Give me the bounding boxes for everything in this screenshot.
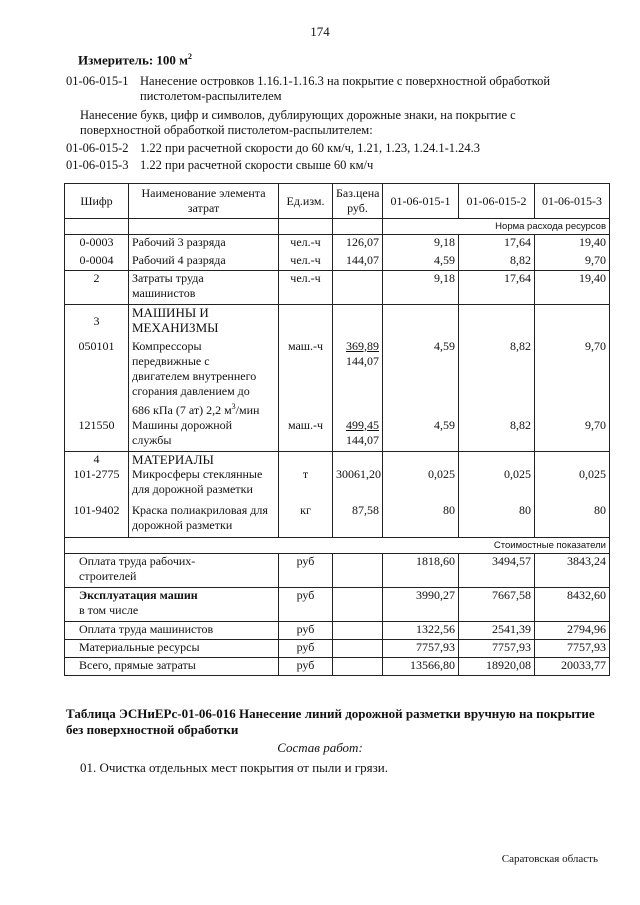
cell-name xyxy=(129,503,279,537)
cell-code: 050101 xyxy=(65,339,129,418)
cell-unit: т xyxy=(279,467,333,503)
intro-item-code: 01-06-015-3 xyxy=(66,158,129,172)
cell-price: 144,07 xyxy=(333,253,383,271)
measure-label: Измеритель: 100 м xyxy=(78,52,189,68)
table-row xyxy=(65,253,610,271)
cell-value-1: 9,18 xyxy=(383,235,459,253)
next-table-title-line: Таблица ЭСНиЕРс-01-06-016 Нанесение линий дорожной разметки вручную на покрытие xyxy=(66,706,595,721)
cell-price-driver: 144,07 xyxy=(346,353,379,368)
cell-name-line: Краска полиакриловая для xyxy=(132,503,268,517)
cell-value-1: 0,025 xyxy=(383,467,459,503)
cell-name xyxy=(129,467,279,503)
intro-item-text: 1.22 при расчетной скорости до 60 км/ч, 1.21, 1.23, 1.24.1-1.24.3 xyxy=(140,141,481,155)
cost-value-2: 2541,39 xyxy=(459,621,535,639)
cell-value-2: 0,025 xyxy=(459,467,535,503)
cell-name-line: службы xyxy=(132,432,172,447)
cell-unit: чел.-ч xyxy=(279,253,333,271)
section-code: 4 xyxy=(65,452,129,468)
region-footer: Саратовская область xyxy=(501,853,598,865)
cost-name-line: Оплата труда рабочих- xyxy=(79,553,196,568)
page-number: 174 xyxy=(310,24,330,39)
cell-name-exponent: 3 xyxy=(231,401,236,411)
cell-name-line: для дорожной разметки xyxy=(132,482,253,496)
table-row xyxy=(65,418,610,452)
cell-name: Рабочий 4 разряда xyxy=(129,253,279,271)
cost-value-3: 7757,93 xyxy=(535,639,610,657)
cell-name-line: двигателем внутреннего xyxy=(132,368,257,383)
cost-value-1: 1818,60 xyxy=(383,553,459,587)
cost-value-1: 13566,80 xyxy=(383,657,459,675)
cost-row xyxy=(65,587,610,621)
cost-row xyxy=(65,657,610,675)
cell-price-driver: 144,07 xyxy=(346,432,379,447)
cell-name xyxy=(129,339,279,418)
cell-unit: чел.-ч xyxy=(279,235,333,253)
next-table-title xyxy=(66,706,606,738)
cost-value-3: 8432,60 xyxy=(535,587,610,621)
cost-label-row xyxy=(65,537,610,553)
table-row xyxy=(65,503,610,537)
work-item: 01. Очистка отдельных мест покрытия от пыли и грязи. xyxy=(80,760,388,775)
intro-item-3 xyxy=(66,158,373,173)
section-code: 3 xyxy=(65,305,129,339)
cost-value-2: 18920,08 xyxy=(459,657,535,675)
cell-value-2: 80 xyxy=(459,503,535,537)
intro-item-1 xyxy=(66,74,550,89)
cell-code: 0-0004 xyxy=(65,253,129,271)
next-table-title-line: без поверхностной обработки xyxy=(66,722,239,737)
cell-value-1: 4,59 xyxy=(383,418,459,452)
cell-code: 101-9402 xyxy=(65,503,129,537)
cell-price: 87,58 xyxy=(333,503,383,537)
cell-price xyxy=(333,339,383,418)
cell-name-line: машинистов xyxy=(132,286,196,300)
cost-value-3: 2794,96 xyxy=(535,621,610,639)
section-title-line: МЕХАНИЗМЫ xyxy=(132,320,219,335)
cost-name: Материальные ресурсы xyxy=(65,639,279,657)
cell-code: 2 xyxy=(65,271,129,305)
cell-code: 101-2775 xyxy=(65,467,129,503)
intro-item-code: 01-06-015-1 xyxy=(66,74,129,88)
section-row-machines xyxy=(65,305,610,339)
cost-unit: руб xyxy=(279,553,333,587)
cell-name-last: 686 кПа (7 ат) 2,2 м xyxy=(132,402,232,417)
cell-value-1: 80 xyxy=(383,503,459,537)
resource-table xyxy=(64,183,610,676)
intro-item-code: 01-06-015-2 xyxy=(66,141,129,155)
table-row xyxy=(65,467,610,503)
intro-group-text-2: поверхностной обработкой пистолетом-распылителем: xyxy=(80,123,373,137)
cell-value-2: 8,82 xyxy=(459,253,535,271)
cell-price-machine: 369,89 xyxy=(346,338,379,353)
cell-value-2: 17,64 xyxy=(459,235,535,253)
cell-name-line: Микросферы стеклянные xyxy=(132,467,263,481)
cost-name: Всего, прямые затраты xyxy=(65,657,279,675)
cell-name-line: Компрессоры xyxy=(132,338,202,353)
measure-unit xyxy=(78,52,192,68)
table-header-row xyxy=(65,184,610,219)
table-row xyxy=(65,235,610,253)
cost-value-1: 1322,56 xyxy=(383,621,459,639)
cost-label: Стоимостные показатели xyxy=(383,537,610,553)
cell-name xyxy=(129,271,279,305)
cost-unit: руб xyxy=(279,657,333,675)
cell-name-tail: /мин xyxy=(235,402,260,417)
header-col-1: 01-06-015-1 xyxy=(383,184,459,219)
cell-name-line: Затраты труда xyxy=(132,271,204,285)
cell-name: Рабочий 3 разряда xyxy=(129,235,279,253)
cell-price: 126,07 xyxy=(333,235,383,253)
cost-unit: руб xyxy=(279,621,333,639)
cell-value-2: 8,82 xyxy=(459,339,535,418)
cell-unit: чел.-ч xyxy=(279,271,333,305)
cost-unit: руб xyxy=(279,639,333,657)
cost-unit: руб xyxy=(279,587,333,621)
composition-heading: Состав работ: xyxy=(277,740,363,755)
cost-value-1: 3990,27 xyxy=(383,587,459,621)
intro-group-text-1: Нанесение букв, цифр и символов, дублирующих дорожные знаки, на покрытие с xyxy=(80,108,516,122)
cell-value-3: 80 xyxy=(535,503,610,537)
table-row xyxy=(65,339,610,418)
cell-unit: кг xyxy=(279,503,333,537)
header-price: Баз.цена руб. xyxy=(333,184,383,219)
cell-value-1: 4,59 xyxy=(383,339,459,418)
cell-name-line: передвижные с xyxy=(132,353,210,368)
header-name: Наименование элемента затрат xyxy=(129,184,279,219)
section-row-materials xyxy=(65,452,610,468)
intro-item-text: Нанесение островков 1.16.1-1.16.3 на покрытие с поверхностной обработкой xyxy=(140,74,551,88)
cost-row xyxy=(65,553,610,587)
header-unit: Ед.изм. xyxy=(279,184,333,219)
cost-value-2: 7667,58 xyxy=(459,587,535,621)
cost-name xyxy=(65,553,279,587)
intro-item-1-cont: пистолетом-распылителем xyxy=(140,89,282,103)
cell-name-line: дорожной разметки xyxy=(132,518,233,532)
intro-item-2 xyxy=(66,141,480,156)
cell-value-2: 17,64 xyxy=(459,271,535,305)
section-title-line: МАШИНЫ И xyxy=(132,305,209,320)
cell-price-machine: 499,45 xyxy=(346,417,379,432)
cell-value-3: 9,70 xyxy=(535,253,610,271)
header-col-3: 01-06-015-3 xyxy=(535,184,610,219)
cost-name-line: строителей xyxy=(79,568,137,583)
cell-value-3: 19,40 xyxy=(535,271,610,305)
intro-item-text: 1.22 при расчетной скорости свыше 60 км/ч xyxy=(140,158,374,172)
cell-value-3: 9,70 xyxy=(535,418,610,452)
cell-name-line xyxy=(132,399,275,418)
section-title xyxy=(129,305,279,339)
header-col-2: 01-06-015-2 xyxy=(459,184,535,219)
cell-value-1: 4,59 xyxy=(383,253,459,271)
cell-value-3: 9,70 xyxy=(535,339,610,418)
cell-value-3: 19,40 xyxy=(535,235,610,253)
cell-code: 121550 xyxy=(65,418,129,452)
section-title: МАТЕРИАЛЫ xyxy=(129,452,279,468)
cell-name-line: сгорания давлением до xyxy=(132,383,250,398)
cell-unit: маш.-ч xyxy=(279,339,333,418)
cost-value-3: 20033,77 xyxy=(535,657,610,675)
norm-label-row xyxy=(65,219,610,235)
cell-price: 30061,20 xyxy=(333,467,383,503)
cost-name-line: в том числе xyxy=(79,602,139,617)
table-row xyxy=(65,271,610,305)
cost-value-3: 3843,24 xyxy=(535,553,610,587)
cell-value-1: 9,18 xyxy=(383,271,459,305)
cost-name xyxy=(65,587,279,621)
cell-name-line: Машины дорожной xyxy=(132,417,233,432)
cell-name xyxy=(129,418,279,452)
cost-row xyxy=(65,621,610,639)
cell-price xyxy=(333,418,383,452)
cost-value-1: 7757,93 xyxy=(383,639,459,657)
cell-code: 0-0003 xyxy=(65,235,129,253)
cost-value-2: 3494,57 xyxy=(459,553,535,587)
cell-value-2: 8,82 xyxy=(459,418,535,452)
header-code: Шифр xyxy=(65,184,129,219)
norm-label: Норма расхода ресурсов xyxy=(383,219,610,235)
cost-name: Оплата труда машинистов xyxy=(65,621,279,639)
cost-row xyxy=(65,639,610,657)
cost-value-2: 7757,93 xyxy=(459,639,535,657)
measure-exponent: 2 xyxy=(188,52,193,61)
cell-value-3: 0,025 xyxy=(535,467,610,503)
cost-name-line: Эксплуатация машин xyxy=(79,587,198,602)
cell-unit: маш.-ч xyxy=(279,418,333,452)
